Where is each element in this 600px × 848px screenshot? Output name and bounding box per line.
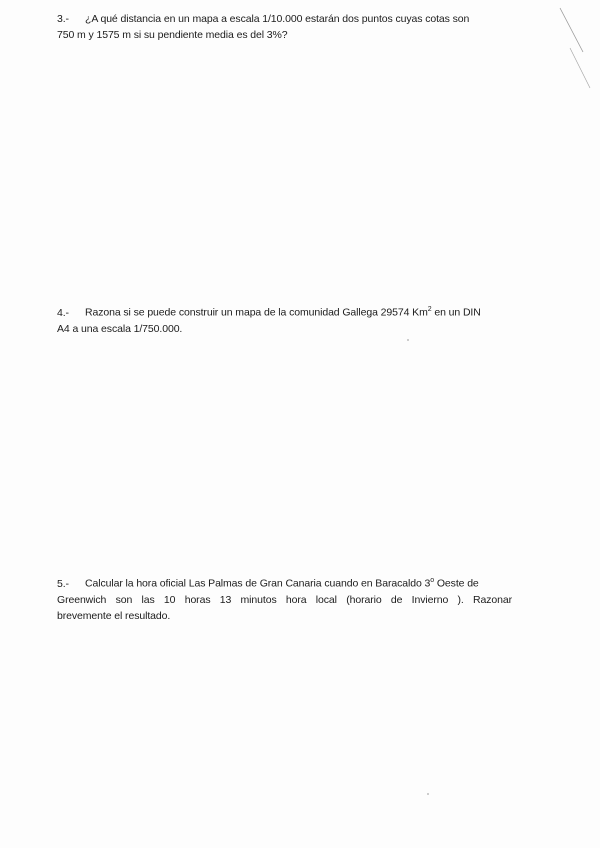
- question-text: Oeste de: [434, 577, 479, 590]
- question-4: [57, 302, 512, 337]
- question-3: [57, 11, 512, 43]
- question-number: 5.-: [57, 577, 69, 590]
- question-3-line-2: 750 m y 1575 m si su pendiente media es del 3%?: [57, 29, 288, 41]
- superscript: o: [430, 577, 435, 584]
- question-text: Calcular la hora oficial Las Palmas de Gran Canaria cuando en Baracaldo 3: [85, 577, 431, 590]
- superscript: 2: [427, 306, 432, 313]
- question-text: ¿A qué distancia en un mapa a escala 1/10.000 estarán dos puntos cuyas cotas son: [85, 13, 470, 25]
- question-3-line-1: [57, 11, 512, 27]
- question-text: en un DIN: [431, 306, 481, 319]
- question-text: Razona si se puede construir un mapa de la comunidad Gallega 29574 Km: [85, 306, 428, 319]
- scan-speck: [407, 339, 409, 341]
- question-4-line-1: [57, 302, 512, 321]
- question-5-line-1: [57, 573, 512, 592]
- question-5: [57, 573, 512, 624]
- question-5-line-3: brevemente el resultado.: [57, 609, 171, 622]
- question-number: 4.-: [57, 306, 69, 319]
- question-5-line-2: Greenwich son las 10 horas 13 minutos hora local (horario de Invierno ). Razonar: [57, 593, 512, 606]
- scan-speck: [427, 793, 429, 795]
- question-4-line-2: A4 a una escala 1/750.000.: [57, 322, 183, 335]
- question-number: 3.-: [57, 13, 69, 25]
